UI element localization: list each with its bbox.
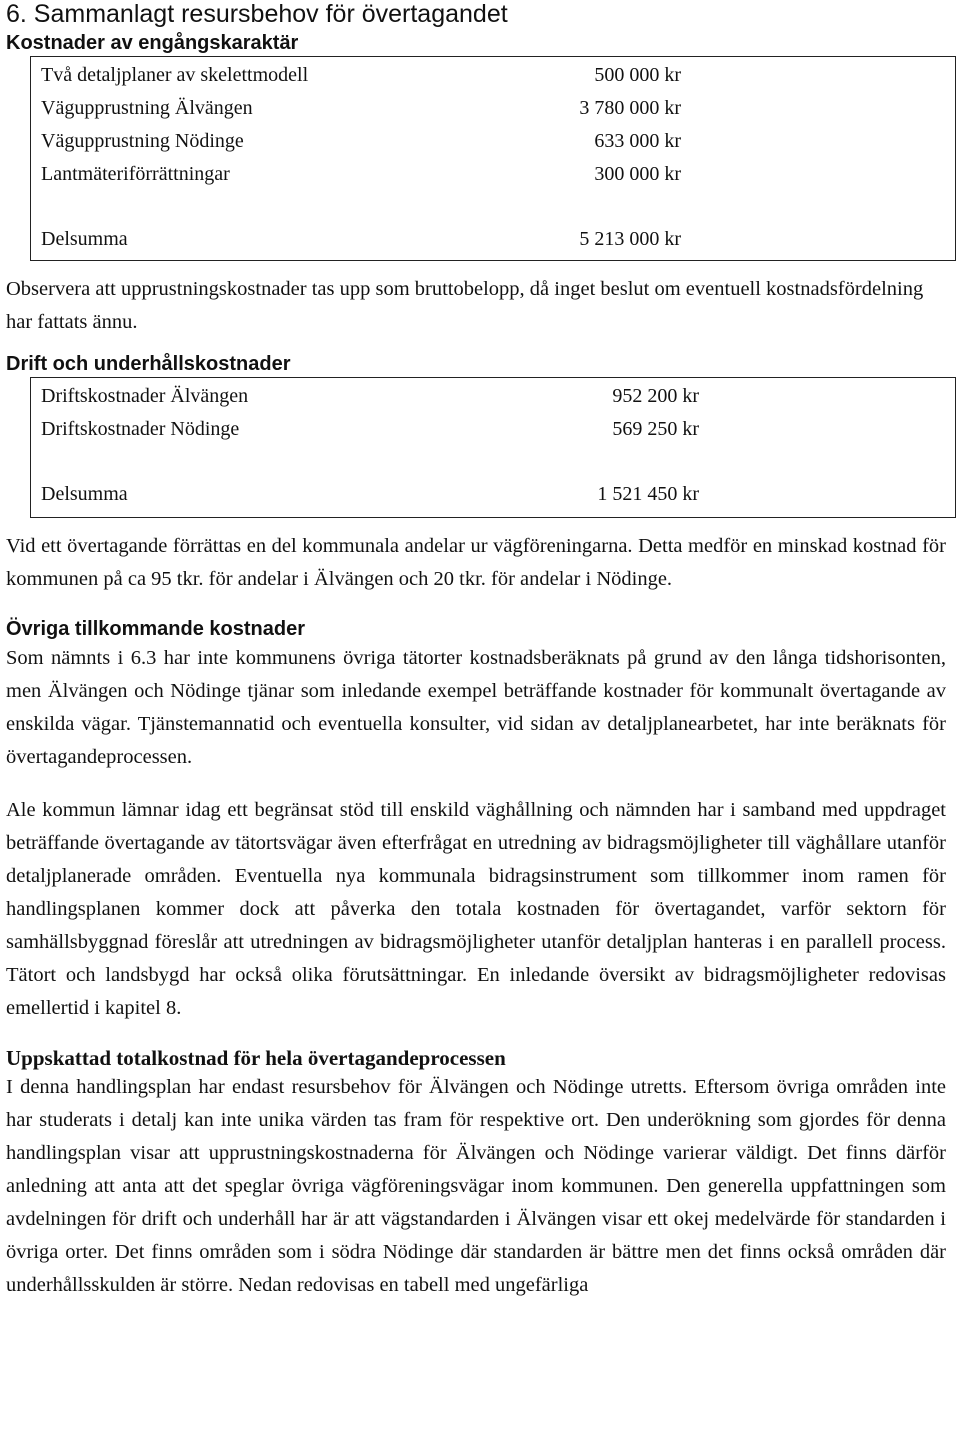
one-time-costs-table	[30, 56, 956, 261]
table-row	[31, 413, 955, 446]
operations-costs-table	[30, 377, 956, 518]
table-gap	[31, 191, 955, 223]
other-costs-title: Övriga tillkommande kostnader	[6, 618, 305, 640]
cost-label: Driftskostnader Älvängen	[41, 385, 249, 407]
cost-label: Två detaljplaner av skelettmodell	[41, 64, 309, 86]
subtotal-amount: 5 213 000 kr	[579, 228, 681, 250]
subtotal-row	[31, 478, 955, 511]
subtotal-label: Delsumma	[41, 228, 128, 250]
total-cost-title: Uppskattad totalkostnad för hela övertagandeprocessen	[6, 1046, 506, 1070]
table-row	[31, 92, 955, 125]
table-row	[31, 125, 955, 158]
cost-label: Driftskostnader Nödinge	[41, 418, 240, 440]
total-cost-paragraph: I denna handlingsplan har endast resursbehov för Älvängen och Nödinge utretts. Eftersom övriga områden inte har studerats i detalj kan inte unika värden tas fram för respektive ort. Den underökning som gjordes för denna handlingsplan visar att upprustningskostnaderna för Älvängen och Nödinge varierar väldigt. Det finns därför anledning att anta att det speglar övriga vägföreningsvägar inom kommunen. Den generella uppfattningen som avdelningen för drift och underhåll har är att vägstandarden i Älvängen visar ett okej medelvärde för standarden i övriga orter. Det finns områden som i södra Nödinge där standarden är bättre men det finns också områden där underhållsskulden är större. Nedan redovisas en tabell med ungefärliga	[6, 1076, 946, 1296]
cost-amount: 569 250 kr	[612, 418, 699, 440]
other-costs-paragraph-2: Ale kommun lämnar idag ett begränsat stöd till enskild väghållning och nämnden har i samband med uppdraget beträffande övertagande av tätortsvägar även efterfrågat en utredning av bidragsmöjligheter till väghållare utanför detaljplanerade områden. Eventuella nya kommunala bidragsinstrument som tillkommer inom ramen för handlingsplanen kommer dock att påverka den totala kostnaden för övertagandet, varför sektorn för samhällsbyggnad föreslår att utredningen av bidragsmöjligheter utanför detaljplan hanteras i en parallell process. Tätort och landsbygd har också olika förutsättningar. En inledande översikt av bidragsmöjligheter redovisas emellertid i kapitel 8.	[6, 799, 946, 1019]
cost-label: Vägupprustning Älvängen	[41, 97, 253, 119]
table-row	[31, 380, 955, 413]
operations-costs-title: Drift och underhållskostnader	[6, 353, 291, 375]
cost-amount: 952 200 kr	[612, 385, 699, 407]
other-costs-paragraph-1: Som nämnts i 6.3 har inte kommunens övriga tätorter kostnadsberäknats på grund av den långa tidshorisonten, men Älvängen och Nödinge tjänar som inledande exempel beträffande kostnader för kommunalt övertagande av enskilda vägar. Tjänstemannatid och eventuella konsulter, vid sidan av detaljplanearbetet, har inte beräknats för övertagandeprocessen.	[6, 647, 946, 768]
cost-amount: 633 000 kr	[594, 130, 681, 152]
table-gap	[31, 446, 955, 478]
table-row	[31, 59, 955, 92]
cost-amount: 3 780 000 kr	[579, 97, 681, 119]
document-page	[6, 0, 946, 1302]
cost-label: Vägupprustning Nödinge	[41, 130, 244, 152]
cost-amount: 300 000 kr	[594, 163, 681, 185]
section-heading: 6. Sammanlagt resursbehov för övertagandet	[6, 0, 508, 28]
cost-label: Lantmäteriförrättningar	[41, 163, 230, 185]
cost-amount: 500 000 kr	[594, 64, 681, 86]
table-row	[31, 158, 955, 191]
subtotal-row	[31, 223, 955, 256]
subtotal-amount: 1 521 450 kr	[597, 483, 699, 505]
shares-note: Vid ett övertagande förrättas en del kommunala andelar ur vägföreningarna. Detta medför en minskad kostnad för kommunen på ca 95 tkr. för andelar i Älvängen och 20 tkr. för andelar i Nödinge.	[6, 535, 946, 590]
one-time-costs-title: Kostnader av engångskaraktär	[6, 32, 299, 54]
upgrade-costs-note: Observera att upprustningskostnader tas upp som bruttobelopp, då inget beslut om eventuell kostnadsfördelning har fattats ännu.	[6, 278, 924, 333]
subtotal-label: Delsumma	[41, 483, 128, 505]
